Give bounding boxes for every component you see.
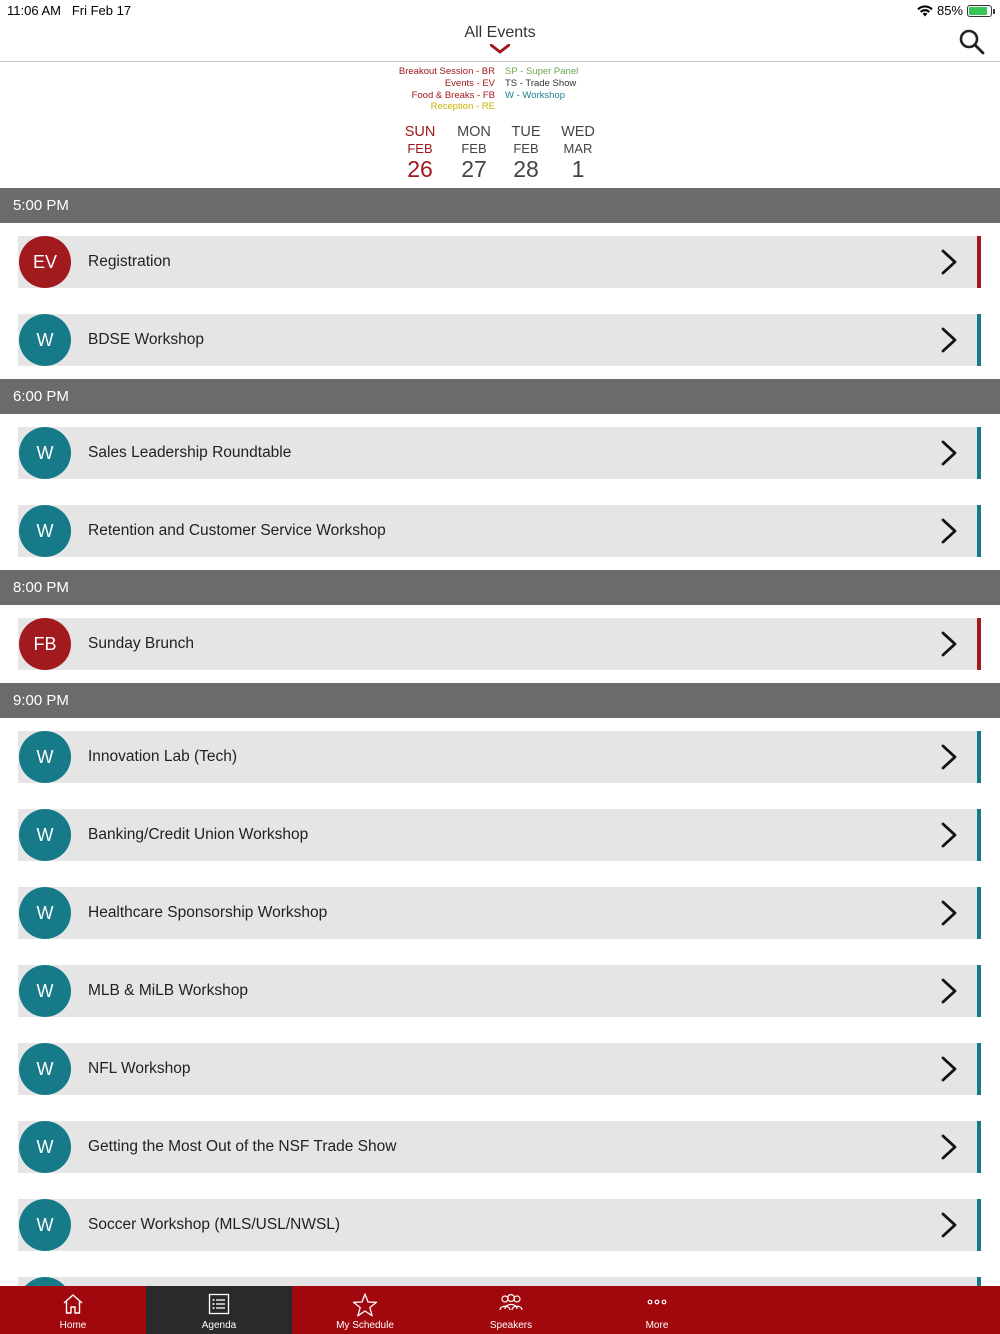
event-title: Sales Leadership Roundtable [88, 444, 292, 461]
time-header: 6:00 PM [0, 379, 1000, 414]
event-title: NFL Workshop [88, 1060, 191, 1077]
event-row[interactable] [18, 1277, 979, 1286]
chevron-right-icon[interactable] [940, 744, 958, 770]
event-title: Getting the Most Out of the NSF Trade Show [88, 1138, 397, 1155]
category-stripe [977, 887, 981, 939]
day-number: 28 [513, 156, 539, 182]
event-row[interactable] [18, 618, 979, 670]
chevron-right-icon[interactable] [940, 1212, 958, 1238]
legend-item: Reception - RE [430, 101, 495, 113]
category-badge: W [19, 505, 71, 557]
tab-agenda[interactable] [146, 1286, 292, 1334]
time-header: 9:00 PM [0, 683, 1000, 718]
day-of-week: MON [457, 124, 491, 140]
legend-item: W - Workshop [505, 89, 566, 101]
category-stripe [977, 1043, 981, 1095]
event-title: BDSE Workshop [88, 331, 205, 348]
event-title: Registration [88, 253, 171, 270]
category-stripe [977, 505, 981, 557]
chevron-right-icon[interactable] [940, 1134, 958, 1160]
event-row[interactable] [18, 236, 979, 288]
day-month: FEB [513, 141, 539, 156]
nav-bar [0, 22, 1000, 62]
chevron-right-icon[interactable] [940, 978, 958, 1004]
category-badge: W [19, 731, 71, 783]
event-row[interactable] [18, 731, 979, 783]
event-title: MLB & MiLB Workshop [88, 982, 248, 999]
tab-label: Agenda [201, 1320, 237, 1331]
category-badge: W [19, 314, 71, 366]
status-bar [0, 0, 1000, 22]
legend-item: TS - Trade Show [505, 77, 577, 89]
category-stripe [977, 236, 981, 288]
event-list[interactable] [0, 188, 1000, 1286]
category-badge: FB [19, 618, 71, 670]
event-row[interactable] [18, 809, 979, 861]
status-time: 11:06 AM Fri Feb 17 [7, 3, 132, 18]
tab-label: More [645, 1320, 669, 1331]
event-row[interactable] [18, 505, 979, 557]
category-badge: W [19, 1121, 71, 1173]
event-row[interactable] [18, 1121, 979, 1173]
day-month: MAR [563, 141, 593, 156]
category-stripe [977, 1121, 981, 1173]
event-title: Soccer Workshop (MLS/USL/NWSL) [88, 1216, 341, 1233]
chevron-right-icon[interactable] [940, 327, 958, 353]
category-badge: W [19, 1043, 71, 1095]
legend-item: Breakout Session - BR [398, 66, 495, 77]
time-header: 8:00 PM [0, 570, 1000, 605]
event-title: Retention and Customer Service Workshop [88, 522, 386, 539]
event-row[interactable] [18, 887, 979, 939]
time-header: 5:00 PM [0, 188, 1000, 223]
category-stripe [977, 965, 981, 1017]
day-tab-wed[interactable] [552, 124, 604, 181]
day-number: 27 [461, 156, 487, 182]
legend-item: SP - Super Panel [505, 66, 579, 77]
legend-left-column [399, 66, 495, 113]
event-row[interactable] [18, 1043, 979, 1095]
chevron-right-icon[interactable] [940, 518, 958, 544]
day-of-week: WED [561, 124, 595, 140]
event-title: Banking/Credit Union Workshop [88, 826, 309, 843]
event-title: Healthcare Sponsorship Workshop [88, 904, 328, 921]
chevron-right-icon[interactable] [940, 900, 958, 926]
event-row[interactable] [18, 427, 979, 479]
battery-percent: 85% [936, 3, 963, 18]
category-stripe [977, 427, 981, 479]
day-tab-mon[interactable] [448, 124, 500, 181]
category-badge: W [19, 1199, 71, 1251]
legend-item: Events - EV [444, 77, 495, 89]
tab-label: My Schedule [336, 1320, 394, 1331]
category-badge: W [19, 427, 71, 479]
category-badge [19, 1277, 71, 1286]
category-badge: W [19, 887, 71, 939]
day-tab-tue[interactable] [500, 124, 552, 181]
chevron-right-icon[interactable] [940, 631, 958, 657]
page-title[interactable]: All Events [464, 24, 536, 41]
chevron-right-icon[interactable] [940, 440, 958, 466]
category-stripe [977, 618, 981, 670]
event-title: Sunday Brunch [88, 635, 194, 652]
tab-speakers[interactable] [438, 1286, 584, 1334]
event-title: Innovation Lab (Tech) [88, 748, 238, 765]
category-stripe [977, 809, 981, 861]
day-tab-sun[interactable] [394, 124, 446, 181]
chevron-right-icon[interactable] [940, 1056, 958, 1082]
event-row[interactable] [18, 314, 979, 366]
tab-label: Speakers [489, 1320, 533, 1331]
tab-bar [0, 1286, 1000, 1334]
day-of-week: SUN [404, 124, 436, 140]
category-stripe [977, 314, 981, 366]
day-number: 1 [571, 156, 585, 182]
chevron-right-icon[interactable] [940, 249, 958, 275]
legend-right-column [505, 66, 578, 101]
day-month: FEB [461, 141, 487, 156]
category-stripe [977, 1277, 981, 1286]
category-legend [0, 66, 1000, 114]
category-badge: EV [19, 236, 71, 288]
tab-label: Home [59, 1320, 87, 1331]
legend-item: Food & Breaks - FB [411, 89, 495, 101]
tab-home[interactable] [0, 1286, 146, 1334]
battery-icon [967, 5, 992, 17]
tab-my-schedule[interactable] [292, 1286, 438, 1334]
wifi-icon [917, 5, 933, 17]
day-month: FEB [407, 141, 433, 156]
day-of-week: TUE [511, 124, 541, 140]
day-picker [0, 124, 1000, 182]
category-stripe [977, 1199, 981, 1251]
category-badge: W [19, 965, 71, 1017]
tab-more[interactable] [584, 1286, 730, 1334]
status-right [917, 3, 992, 18]
chevron-down-icon[interactable] [490, 44, 510, 54]
event-row[interactable] [18, 1199, 979, 1251]
search-icon[interactable] [958, 28, 986, 56]
category-stripe [977, 731, 981, 783]
day-number: 26 [407, 156, 433, 182]
event-row[interactable] [18, 965, 979, 1017]
chevron-right-icon[interactable] [940, 822, 958, 848]
category-badge: W [19, 809, 71, 861]
